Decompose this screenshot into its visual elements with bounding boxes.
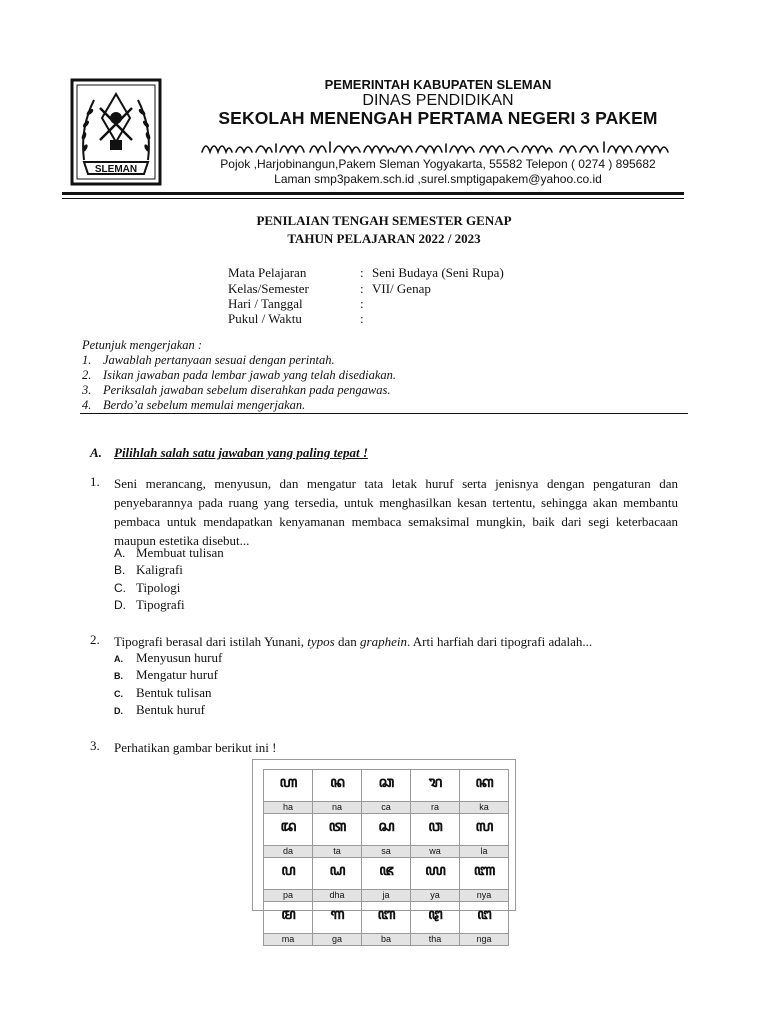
- question-text: Perhatikan gambar berikut ini !: [114, 740, 277, 755]
- aksara-label: ha: [264, 802, 313, 814]
- instruction-item: 1. Jawablah pertanyaan sesuai dengan perintah.: [82, 353, 335, 367]
- aksara-label: nya: [460, 890, 509, 902]
- aksara-label: sa: [362, 846, 411, 858]
- aksara-label: la: [460, 846, 509, 858]
- javanese-script-line: [196, 136, 680, 158]
- section-instruction: Pilihlah salah satu jawaban yang paling tepat !: [114, 445, 368, 460]
- question-number: 3.: [90, 738, 100, 753]
- aksara-glyph: ꦧ: [362, 902, 411, 934]
- government-heading: PEMERINTAH KABUPATEN SLEMAN: [324, 77, 552, 92]
- aksara-glyph: ꦠ: [313, 814, 362, 846]
- school-contact: Laman smp3pakem.sch.id ,surel.smptigapakem@yahoo.co.id: [274, 172, 602, 186]
- section-a-heading: [90, 445, 368, 461]
- info-value: Seni Budaya (Seni Rupa): [372, 265, 504, 280]
- sleman-regency-logo: [70, 78, 162, 186]
- option-a: A. Membuat tulisan: [114, 545, 224, 560]
- info-label: Mata Pelajaran: [228, 265, 307, 280]
- aksara-glyph: ꦕ: [362, 770, 411, 802]
- aksara-label: da: [264, 846, 313, 858]
- school-name: SEKOLAH MENENGAH PERTAMA NEGERI 3 PAKEM: [218, 108, 658, 128]
- info-label: Hari / Tanggal: [228, 296, 303, 311]
- aksara-glyph: ꦱ: [362, 814, 411, 846]
- option-b: B. Kaligrafi: [114, 562, 183, 577]
- aksara-label: ra: [411, 802, 460, 814]
- option-d: D. Tipografi: [114, 597, 185, 612]
- aksara-glyph: ꦮ: [411, 814, 460, 846]
- aksara-label: ca: [362, 802, 411, 814]
- aksara-glyph: ꦤ: [313, 770, 362, 802]
- info-colon: :: [360, 296, 364, 311]
- info-colon: :: [360, 265, 364, 280]
- option-d: D. Bentuk huruf: [114, 702, 205, 717]
- aksara-glyph: ꦚ: [460, 858, 509, 890]
- instruction-item: 4. Berdo’a sebelum memulai mengerjakan.: [82, 398, 306, 412]
- svg-text:SLEMAN: SLEMAN: [94, 164, 138, 175]
- instruction-item: 2. Isikan jawaban pada lembar jawab yang telah disediakan.: [82, 368, 397, 382]
- aksara-glyph: ꦝ: [313, 858, 362, 890]
- exam-title: PENILAIAN TENGAH SEMESTER GENAP: [256, 213, 512, 228]
- aksara-glyph: ꦥ: [264, 858, 313, 890]
- department-heading: DINAS PENDIDIKAN: [362, 92, 514, 109]
- info-label: Kelas/Semester: [228, 281, 309, 296]
- aksara-glyph: ꦪ: [411, 858, 460, 890]
- aksara-label: ga: [313, 934, 362, 946]
- aksara-label: ja: [362, 890, 411, 902]
- aksara-glyph: ꦩ: [264, 902, 313, 934]
- aksara-label: pa: [264, 890, 313, 902]
- question-text: Tipografi berasal dari istilah Yunani, typos dan graphein. Arti harfiah dari tipografi adalah...: [114, 634, 593, 649]
- aksara-glyph: ꦛ: [411, 902, 460, 934]
- aksara-glyph: ꦲ: [264, 770, 313, 802]
- info-colon: :: [360, 281, 364, 296]
- question-number: 2.: [90, 632, 100, 647]
- aksara-label: ba: [362, 934, 411, 946]
- aksara-glyph: ꦢ: [264, 814, 313, 846]
- section-label: A.: [90, 445, 102, 460]
- aksara-glyph: ꦏ: [460, 770, 509, 802]
- aksara-label: ya: [411, 890, 460, 902]
- instruction-item: 3. Periksalah jawaban sebelum diserahkan pada pengawas.: [82, 383, 391, 397]
- aksara-table: [263, 769, 509, 946]
- info-label: Pukul / Waktu: [228, 311, 302, 326]
- letterhead-rule-thick: [62, 192, 684, 195]
- info-colon: :: [360, 311, 364, 326]
- aksara-label: tha: [411, 934, 460, 946]
- letterhead-rule-thin: [62, 198, 684, 199]
- aksara-jawa-figure: [252, 759, 516, 944]
- question-number: 1.: [90, 474, 100, 489]
- option-c: C. Bentuk tulisan: [114, 685, 212, 700]
- aksara-glyph: ꦗ: [362, 858, 411, 890]
- option-c: C. Tipologi: [114, 580, 181, 595]
- aksara-glyph: ꦒ: [313, 902, 362, 934]
- info-value: VII/ Genap: [372, 281, 431, 296]
- instructions-divider: [80, 413, 688, 414]
- question-text: Seni merancang, menyusun, dan mengatur tata letak huruf serta jenisnya dengan pengaturan dan penyebarannya pada ruang yang tersedia, untuk menghasilkan kesan tertentu, sehingga akan membantu pembaca untuk mendapatkan kenyamanan membaca semaksimal mungkin, baik dari segi keterbacaan maupun estetika disebut...: [114, 476, 678, 548]
- aksara-label: ta: [313, 846, 362, 858]
- option-a: A. Menyusun huruf: [114, 650, 223, 665]
- school-address: Pojok ,Harjobinangun,Pakem Sleman Yogyakarta, 55582 Telepon ( 0274 ) 895682: [220, 157, 656, 171]
- aksara-label: ka: [460, 802, 509, 814]
- aksara-glyph: ꦫ: [411, 770, 460, 802]
- instructions-heading: Petunjuk mengerjakan :: [82, 338, 203, 352]
- aksara-label: ma: [264, 934, 313, 946]
- aksara-label: na: [313, 802, 362, 814]
- aksara-glyph: ꦔ: [460, 902, 509, 934]
- aksara-label: wa: [411, 846, 460, 858]
- exam-year: TAHUN PELAJARAN 2022 / 2023: [287, 231, 481, 246]
- aksara-glyph: ꦭ: [460, 814, 509, 846]
- aksara-label: nga: [460, 934, 509, 946]
- option-b: B. Mengatur huruf: [114, 667, 218, 682]
- aksara-label: dha: [313, 890, 362, 902]
